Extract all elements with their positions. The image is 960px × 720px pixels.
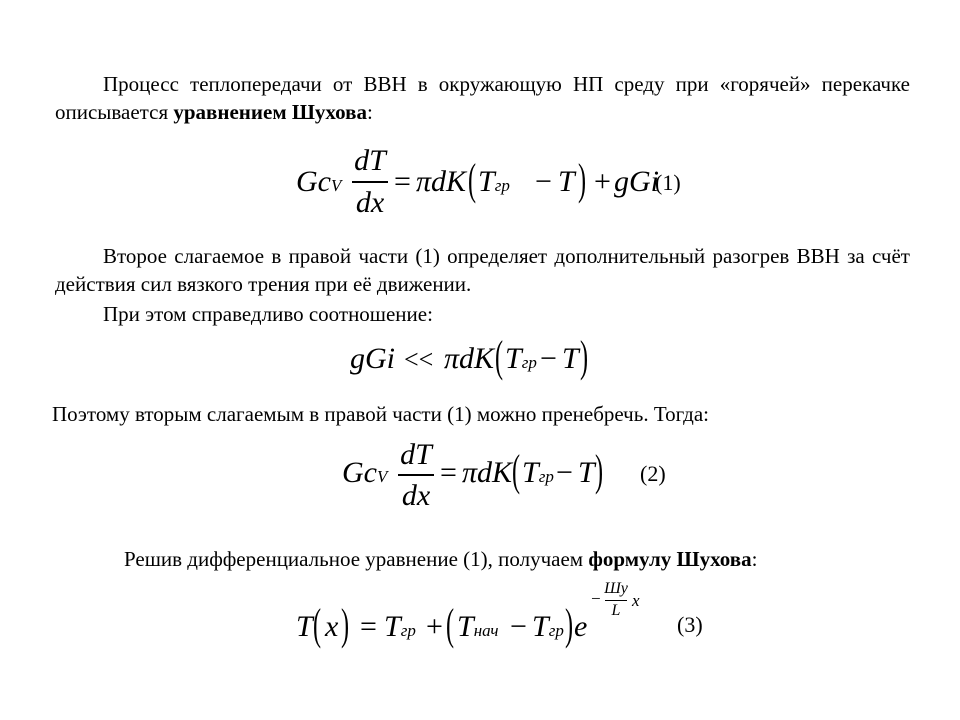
ineq-pi-d-k: πdK: [444, 342, 495, 375]
eq3-e: e: [574, 610, 588, 643]
paragraph-solution-text: Решив дифференциальное уравнение (1), получаем: [124, 547, 589, 571]
eq2-denominator: dx: [401, 479, 431, 512]
paragraph-neglect: [52, 400, 907, 428]
ineq-much-less: <<: [404, 345, 434, 374]
eq1-minus: −: [535, 165, 552, 198]
eq1-numerator: dT: [354, 144, 386, 177]
eq3-number: (3): [677, 612, 703, 637]
paragraph-second-term: [55, 242, 910, 298]
ineq-minus: −: [540, 342, 557, 375]
eq2-right-paren: ): [595, 446, 604, 495]
term-shukhov-equation: уравнением Шухова: [173, 100, 367, 124]
eq3-t-gr-2: Tгр: [532, 610, 564, 643]
eq1-pi-d-k: πdK: [416, 165, 467, 198]
eq1-equals: =: [394, 165, 411, 198]
ineq-t: T: [562, 342, 579, 375]
eq3-exp-numerator: Шу: [604, 580, 628, 597]
eq2-equals: =: [440, 456, 457, 489]
eq2-lhs: GcV: [342, 456, 388, 489]
paragraph-relation: [55, 300, 910, 328]
ineq-t-gr: Tгр: [505, 342, 537, 375]
paragraph-neglect-text: Поэтому вторым слагаемым в правой части (1) можно пренебречь. Тогда:: [52, 402, 709, 426]
eq2-t: T: [578, 456, 595, 489]
colon: :: [366, 100, 373, 124]
eq1-number: (1): [655, 170, 681, 195]
eq3-t-nach: Tнач: [457, 610, 499, 643]
eq3-left-paren: (: [446, 600, 455, 649]
eq1-ggi: gGi: [614, 165, 659, 198]
eq3-equals: =: [360, 610, 377, 643]
ineq-ggi: gGi: [350, 342, 395, 375]
ineq-left-paren: (: [495, 332, 504, 381]
eq3-plus: +: [426, 610, 443, 643]
eq2-fraction-bar: [398, 474, 434, 476]
eq1-plus: +: [594, 165, 611, 198]
paragraph-relation-text: При этом справедливо соотношение:: [103, 302, 433, 326]
eq2-numerator: dT: [400, 438, 432, 471]
paragraph-second-term-text: Второе слагаемое в правой части (1) определяет дополнительный разогрев ВВН за счёт действия сил вязкого трения при её движении.: [55, 244, 910, 296]
eq3-minus: −: [510, 610, 527, 643]
eq2-minus: −: [556, 456, 573, 489]
eq1-right-paren: ): [578, 155, 587, 204]
eq3-x: x: [325, 610, 339, 643]
eq3-exp-denominator: L: [611, 602, 621, 619]
eq3-exp-x: x: [632, 591, 640, 610]
eq1-lhs: GcV: [296, 165, 342, 198]
eq1-t: T: [558, 165, 575, 198]
eq3-exp-fraction-bar: [605, 600, 627, 601]
term-shukhov-formula: формулу Шухова: [588, 547, 752, 571]
eq1-denominator: dx: [355, 186, 385, 219]
eq3-right-paren: ): [565, 600, 574, 649]
paragraph-intro: [55, 70, 910, 126]
eq3-right-paren-x: ): [341, 600, 350, 649]
eq3-left-paren-x: (: [313, 600, 322, 649]
eq2-pi-d-k: πdK: [462, 456, 513, 489]
eq3-exp-minus: −: [591, 589, 601, 608]
colon: :: [751, 547, 758, 571]
eq2-number: (2): [640, 461, 666, 486]
eq1-fraction-bar: [352, 181, 388, 183]
eq1-left-paren: (: [468, 155, 477, 204]
ineq-right-paren: ): [580, 332, 589, 381]
paragraph-intro-text: Процесс теплопередачи от ВВН в окружающую НП среду при «горячей» перекачке описывается: [55, 72, 910, 124]
paragraph-solution: [124, 545, 884, 573]
eq3-t-gr: Tгр: [384, 610, 416, 643]
eq2-t-gr: Tгр: [522, 456, 554, 489]
eq1-t-gr: Tгр: [478, 165, 510, 198]
eq2-left-paren: (: [512, 446, 521, 495]
eq3-t: T: [296, 610, 313, 643]
